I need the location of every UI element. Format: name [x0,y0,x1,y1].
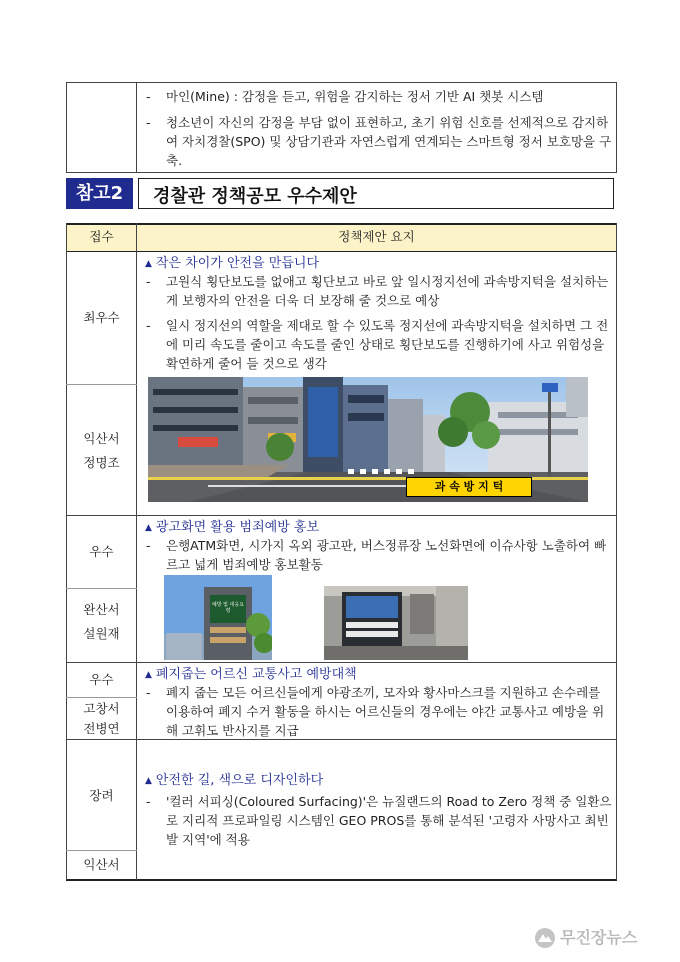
watermark-text: 무진장뉴스 [560,928,638,947]
proposal-title [145,663,357,682]
bullet-text: 일시 정지선의 역할을 제대로 할 수 있도록 정지선에 과속방지턱을 설치하면 그 전에 미리 속도를 줄이고 속도를 줄인 상태로 횡단보도를 진행하기에 사고 위험성을 확연하게 줄어 들 것으로 생각 [166,318,609,371]
proposal-title [145,769,323,788]
divider [66,82,617,83]
bullet-text: 고원식 횡단보도를 없애고 횡단보고 바로 앞 일시정지선에 과속방지턱을 설치하는게 보행자의 안전을 더욱 더 보장해 줄 것으로 예상 [166,274,609,308]
proposal-title-text: 폐지줍는 어르신 교통사고 예방대책 [155,667,357,682]
watermark-logo-icon [534,927,556,949]
section-title-box [138,178,614,209]
divider [66,172,617,173]
divider [66,384,137,385]
grade-label: 우수 [89,672,114,687]
billboard-image [164,575,272,660]
grade-label: 최우수 [83,310,120,325]
section-title: 경찰관 정책공모 우수제안 [153,186,357,207]
billboard-photo [164,575,272,660]
section-tag-label: 참고2 [75,183,124,204]
street-photo [148,377,588,502]
proposal-bullet: - 일시 정지선의 역할을 제대로 할 수 있도록 정지선에 과속방지턱을 설치하면 그 전에 미리 속도를 줄이고 속도를 줄인 상태로 횡단보도를 진행하기에 사고 위험성을 확연하게 줄어 들 것으로 생각 [146,316,612,373]
triangle-icon: ▲ [145,670,152,680]
proposal-bullet: - 고원식 횡단보도를 없애고 횡단보고 바로 앞 일시정지선에 과속방지턱을 설치하는게 보행자의 안전을 더욱 더 보장해 줄 것으로 예상 [146,272,612,310]
author-label: 완산서 설원재 [83,602,120,641]
grade-label: 우수 [89,544,114,559]
proposal-title [145,516,319,535]
divider [66,82,67,173]
proposal-title-text: 작은 차이가 안전을 만듭니다 [155,256,320,271]
caption-text: 과 속 방 지 턱 [434,480,504,493]
proposal-bullet: - 폐지 줍는 모든 어르신들에게 야광조끼, 모자와 황사마스크를 지원하고 손수레를 이용하여 폐지 수거 활동을 하시는 어르신들의 경우에는 야간 교통사고 예방을 위해 고휘도 반사지를 지급 [146,683,612,740]
divider [136,82,137,173]
divider [66,588,137,589]
speed-bump-caption [406,477,532,497]
divider [66,850,137,851]
proposal-title-text: 광고화면 활용 범죄예방 홍보 [155,520,320,535]
divider [66,697,137,698]
author-label: 익산서 [83,857,120,872]
header-cell-received: 접수 [89,229,114,244]
proposal-title [145,252,319,271]
bullet-text: 은행ATM화면, 시가지 옥외 광고판, 버스정류장 노선화면에 이슈사항 노출하여 빠르고 넓게 범죄예방 홍보활동 [166,538,607,572]
bus-screen-photo [324,586,468,660]
grade-label: 장려 [89,788,114,803]
top-item: - 청소년이 자신의 감정을 부담 없이 표현하고, 초기 위험 신호를 선제적으로 감지하여 자치경찰(SPO) 및 상담기관과 자연스럽게 연계되는 스마트형 정서 보호망을 구축. [146,115,612,168]
top-item-text: 청소년이 자신의 감정을 부담 없이 표현하고, 초기 위험 신호를 선제적으로 감지하여 자치경찰(SPO) 및 상담기관과 자연스럽게 연계되는 스마트형 정서 보호망을 구축. [166,115,612,168]
divider [136,223,137,880]
triangle-icon: ▲ [145,523,152,533]
author-label: 고창서 전병연 [83,701,120,736]
divider [616,82,617,173]
divider [66,223,617,225]
triangle-icon: ▲ [145,259,152,269]
bullet-text: '컬러 서피싱(Coloured Surfacing)'은 뉴질랜드의 Road to Zero 정책 중 일환으로 지리적 프로파일링 시스템인 GEO PROS를 통해 분석된 '고령자 사망사고 최빈발 지역'에 적용 [166,794,612,847]
proposal-bullet: - '컬러 서피싱(Coloured Surfacing)'은 뉴질랜드의 Road to Zero 정책 중 일환으로 지리적 프로파일링 시스템인 GEO PROS를 통해 분석된 '고령자 사망사고 최빈발 지역'에 적용 [146,794,612,847]
section-tag [66,178,133,209]
watermark [534,925,674,951]
proposal-title-text: 안전한 길, 색으로 디자인하다 [155,773,324,788]
triangle-icon: ▲ [145,776,152,786]
divider [616,223,617,880]
header-cell-summary: 정책제안 요지 [338,229,415,244]
top-item-text: 마인(Mine) : 감정을 듣고, 위험을 감지하는 정서 기반 AI 챗봇 시스템 [166,89,544,104]
author-label: 익산서 정명조 [83,431,120,470]
bullet-text: 폐지 줍는 모든 어르신들에게 야광조끼, 모자와 황사마스크를 지원하고 손수레를 이용하여 폐지 수거 활동을 하시는 어르신들의 경우에는 야간 교통사고 예방을 위해 고휘도 반사지를 지급 [166,685,605,738]
bus-screen-image [324,586,468,660]
top-item: - 마인(Mine) : 감정을 듣고, 위험을 감지하는 정서 기반 AI 챗봇 시스템 [146,87,612,106]
billboard-text: 예방 및 대응요령 [211,602,245,614]
proposal-bullet: - 은행ATM화면, 시가지 옥외 광고판, 버스정류장 노선화면에 이슈사항 노출하여 빠르고 넓게 범죄예방 홍보활동 [146,536,612,574]
divider [66,879,617,881]
